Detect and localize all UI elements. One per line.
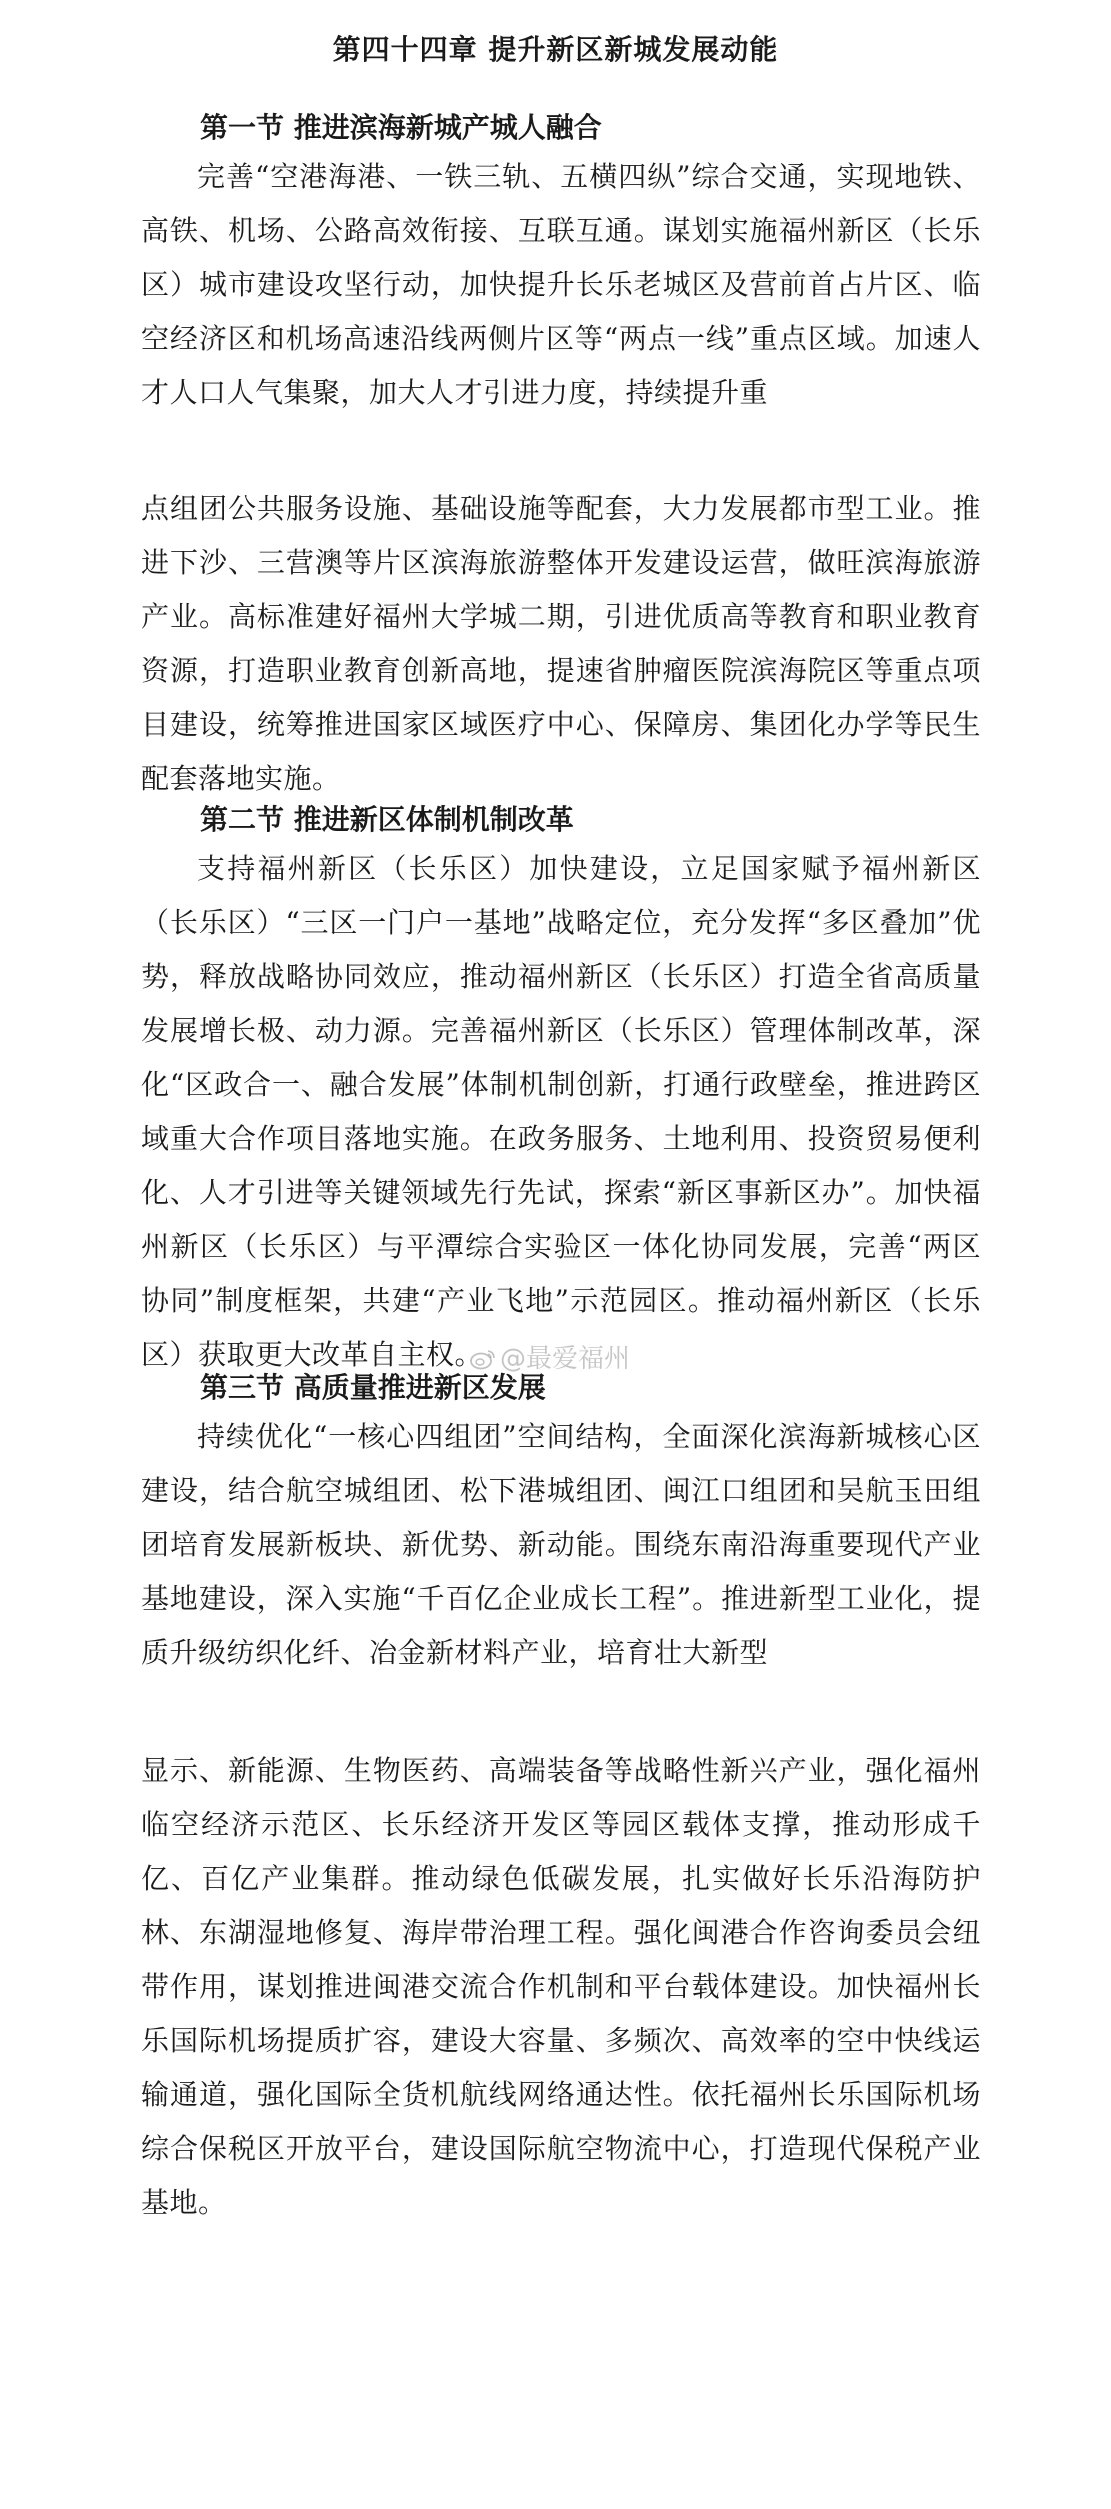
watermark-text: @最爱福州 <box>500 1344 631 1374</box>
section-1-body: 完善“空港海港、一铁三轨、五横四纵”综合交通，实现地铁、高铁、机场、公路高效衔接、互联互通。谋划实施福州新区（长乐区）城市建设攻坚行动，加快提升长乐老城区及营前首占片区、临空经济区和机场高速沿线两侧片区等“两点一线”重点区域。加速人才人口人气集聚，加大人才引进力度，持续提升重 <box>141 160 981 409</box>
section-3-body-continued: 显示、新能源、生物医药、高端装备等战略性新兴产业，强化福州临空经济示范区、长乐经济开发区等园区载体支撑，推动形成千亿、百亿产业集群。推动绿色低碳发展，扎实做好长乐沿海防护林、东湖湿地修复、海岸带治理工程。强化闽港合作咨询委员会纽带作用，谋划推进闽港交流合作机制和平台载体建设。加快福州长乐国际机场提质扩容，建设大容量、多频次、高效率的空中快线运输通道，强化国际全货机航线网络通达性。依托福州长乐国际机场综合保税区开放平台，建设国际航空物流中心，打造现代保税产业基地。 <box>141 1754 981 2219</box>
section-2-body: 支持福州新区（长乐区）加快建设，立足国家赋予福州新区（长乐区）“三区一门户一基地”战略定位，充分发挥“多区叠加”优势，释放战略协同效应，推动福州新区（长乐区）打造全省高质量发展增长极、动力源。完善福州新区（长乐区）管理体制改革，深化“区政合一、融合发展”体制机制创新，打通行政壁垒，推进跨区域重大合作项目落地实施。在政务服务、土地利用、投资贸易便利化、人才引进等关键领域先行先试，探索“新区事新区办”。加快福州新区（长乐区）与平潭综合实验区一体化协同发展，完善“两区协同”制度框架，共建“产业飞地”示范园区。推动福州新区（长乐区）获取更大改革自主权。 <box>141 852 981 1371</box>
section-3-paragraph <box>141 1410 981 1680</box>
section-2-paragraph <box>141 842 981 1382</box>
section-3-paragraph-continued <box>141 1744 981 2230</box>
section-2-heading: 第二节 推进新区体制机制改革 <box>200 803 574 836</box>
section-3-body: 持续优化“一核心四组团”空间结构，全面深化滨海新城核心区建设，结合航空城组团、松下港城组团、闽江口组团和吴航玉田组团培育发展新板块、新优势、新动能。围绕东南沿海重要现代产业基地建设，深入实施“千百亿企业成长工程”。推进新型工业化，提质升级纺织化纤、冶金新材料产业，培育壮大新型 <box>141 1420 981 1669</box>
chapter-title: 第四十四章 提升新区新城发展动能 <box>332 33 779 66</box>
section-1-heading: 第一节 推进滨海新城产城人融合 <box>200 111 602 144</box>
section-1-body-continued: 点组团公共服务设施、基础设施等配套，大力发展都市型工业。推进下沙、三营澳等片区滨海旅游整体开发建设运营，做旺滨海旅游产业。高标准建好福州大学城二期，引进优质高等教育和职业教育资源，打造职业教育创新高地，提速省肿瘤医院滨海院区等重点项目建设，统筹推进国家区域医疗中心、保障房、集团化办学等民生配套落地实施。 <box>141 492 981 795</box>
section-3-heading: 第三节 高质量推进新区发展 <box>200 1371 546 1404</box>
section-1-paragraph-continued <box>141 482 981 806</box>
section-1-paragraph <box>141 150 981 420</box>
